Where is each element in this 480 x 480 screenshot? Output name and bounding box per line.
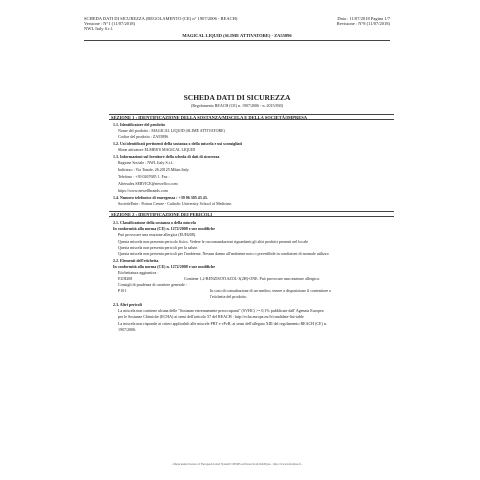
s22-p-code: P101 <box>118 288 127 293</box>
s11-title: 1.1. Identificatore del prodotto <box>113 122 166 127</box>
s22-title: 2.2. Elementi dell'etichetta <box>113 258 159 263</box>
s21-line-3: Questa miscela non presenta pericoli per la salute. <box>118 245 199 250</box>
s12-use: Slime attivatore ELMER'S MAGICAL LIQUID <box>118 147 196 152</box>
section-1-heading: SEZIONE 1 : IDENTIFICAZIONE DELLA SOSTANZA/MISCELA E DELLA SOCIETÀ/IMPRESA <box>109 114 394 120</box>
s11-product-name: Nome del prodotto : MAGICAL LIQUID (SLIME ATTIVATORE) <box>118 128 225 133</box>
s13-title: 1.3. Informazioni sul fornitore della scheda di dati di sicurezza <box>113 154 220 159</box>
s12-title: 1.2. Usi identificati pertinenti della sostanza o della miscela e usi sconsigliati <box>113 141 242 146</box>
s23-title: 2.3. Altri pericoli <box>113 302 142 307</box>
s14-poison-centre: Società/Ente : Poison Centre - Catholic University School of Medicine. <box>118 201 233 206</box>
header-product-title: MAGICAL LIQUID (SLIME ATTIVATORE) - ZA55896 <box>182 33 292 38</box>
s21-line-2: Questa miscela non presenta pericolo fisico. Vedere le raccomandazioni riguardanti gli altri prodotti presenti nel locale <box>118 239 308 244</box>
s21-subtitle: In conformità alla norma (CE) n. 1272/2008 e sue modifiche <box>113 226 215 231</box>
s21-title: 2.1. Classificazione della sostanza o della miscela <box>113 220 196 225</box>
header-version: Versione : N°1 (11/07/2018) <box>84 21 136 26</box>
s11-product-code: Codice del prodotto : ZA55896 <box>118 134 169 139</box>
s23-line-3: La miscela non risponde ai criteri applicabili alle miscele PBT e vPvB, ai sensi dell'allegato XIII del regolamento REACH (CE) n. <box>118 321 327 326</box>
s13-company: Ragione Sociale : NWL Italy S.r.l.. <box>118 160 174 165</box>
document-subtitle: (Regolamento REACH (CE) n. 1907/2006 - n. 2015/830) <box>191 103 283 108</box>
s14-title: 1.4. Numero telefonico di emergenza : +39 06 305 43 43. <box>113 195 208 200</box>
s23-line-1: La miscela non contiene alcuna delle "Sostanze estremamente preoccupanti" (SVHC) >= 0,1% pubblicate dall' Agenzia Europea <box>118 308 324 313</box>
s22-euh-code: EUH208 <box>118 276 133 281</box>
s22-precaution-label: Consigli di prudenza di carattere generale : <box>118 282 187 287</box>
s21-line-4: Questa miscela non presenta pericoli per l'ambiente. Nessun danno all'ambiente noto o prevedibile in condizioni di normale utilizzo <box>118 251 329 256</box>
header-rule <box>84 40 390 41</box>
s13-website[interactable]: https://www.newellbrands.com <box>118 188 168 193</box>
s22-p-text-2: l'etichetta del prodotto. <box>210 294 247 299</box>
s22-p-text-1: In caso di consultazione di un medico, tenere a disposizione il contenitore o <box>210 288 332 293</box>
s13-phone: Telefono : +39 0267685 1. Fax : . <box>118 174 172 179</box>
footer-credit: - Made under licence of European Label System® MSDS software from InfoDyne - http://www.infodyne.fr - <box>171 462 303 466</box>
s13-address: Indirizzo : Via Tonale, 26.20125.Milan.Italy. <box>118 167 190 172</box>
section-2-heading: SEZIONE 2 : IDENTIFICAZIONE DEI PERICOLI <box>109 211 394 217</box>
document-title: SCHEDA DATI DI SICUREZZA <box>183 93 291 102</box>
header-regulation: SCHEDA DATI DI SICUREZZA (REGOLAMENTO (CE) n° 1907/2006 - REACH) <box>84 16 238 21</box>
header-date-page: Data : 11/07/2018 Pagina 1/7 <box>337 16 390 21</box>
header-revision: Revisione : N°8 (11/07/2018) <box>336 21 390 26</box>
s23-line-2: per le Sostanze Chimiche (ECHA) ai sensi dell'articolo 57 del REACH : http://echa.europa.eu/fr/candidate-list-table <box>118 314 304 319</box>
s23-line-4: 1907/2006. <box>118 327 137 332</box>
s13-email[interactable]: Aftersales.SERVICE@newellco.com <box>118 181 178 186</box>
s22-euh-text: Contiene 1,2-BENZISOTIAZOL-3(2H)-ONE. Può provocare una reazione allergica. <box>184 276 320 281</box>
s21-line-1: Può provocare una reazione allergica (EUH208). <box>118 232 197 237</box>
s22-subtitle: In conformità alla norma (CE) n. 1272/2008 e sue modifiche <box>113 264 215 269</box>
s22-additional-label: Etichettatura aggiuntiva : <box>118 270 159 275</box>
header-company: NWL Italy S.r.l. <box>84 26 113 31</box>
